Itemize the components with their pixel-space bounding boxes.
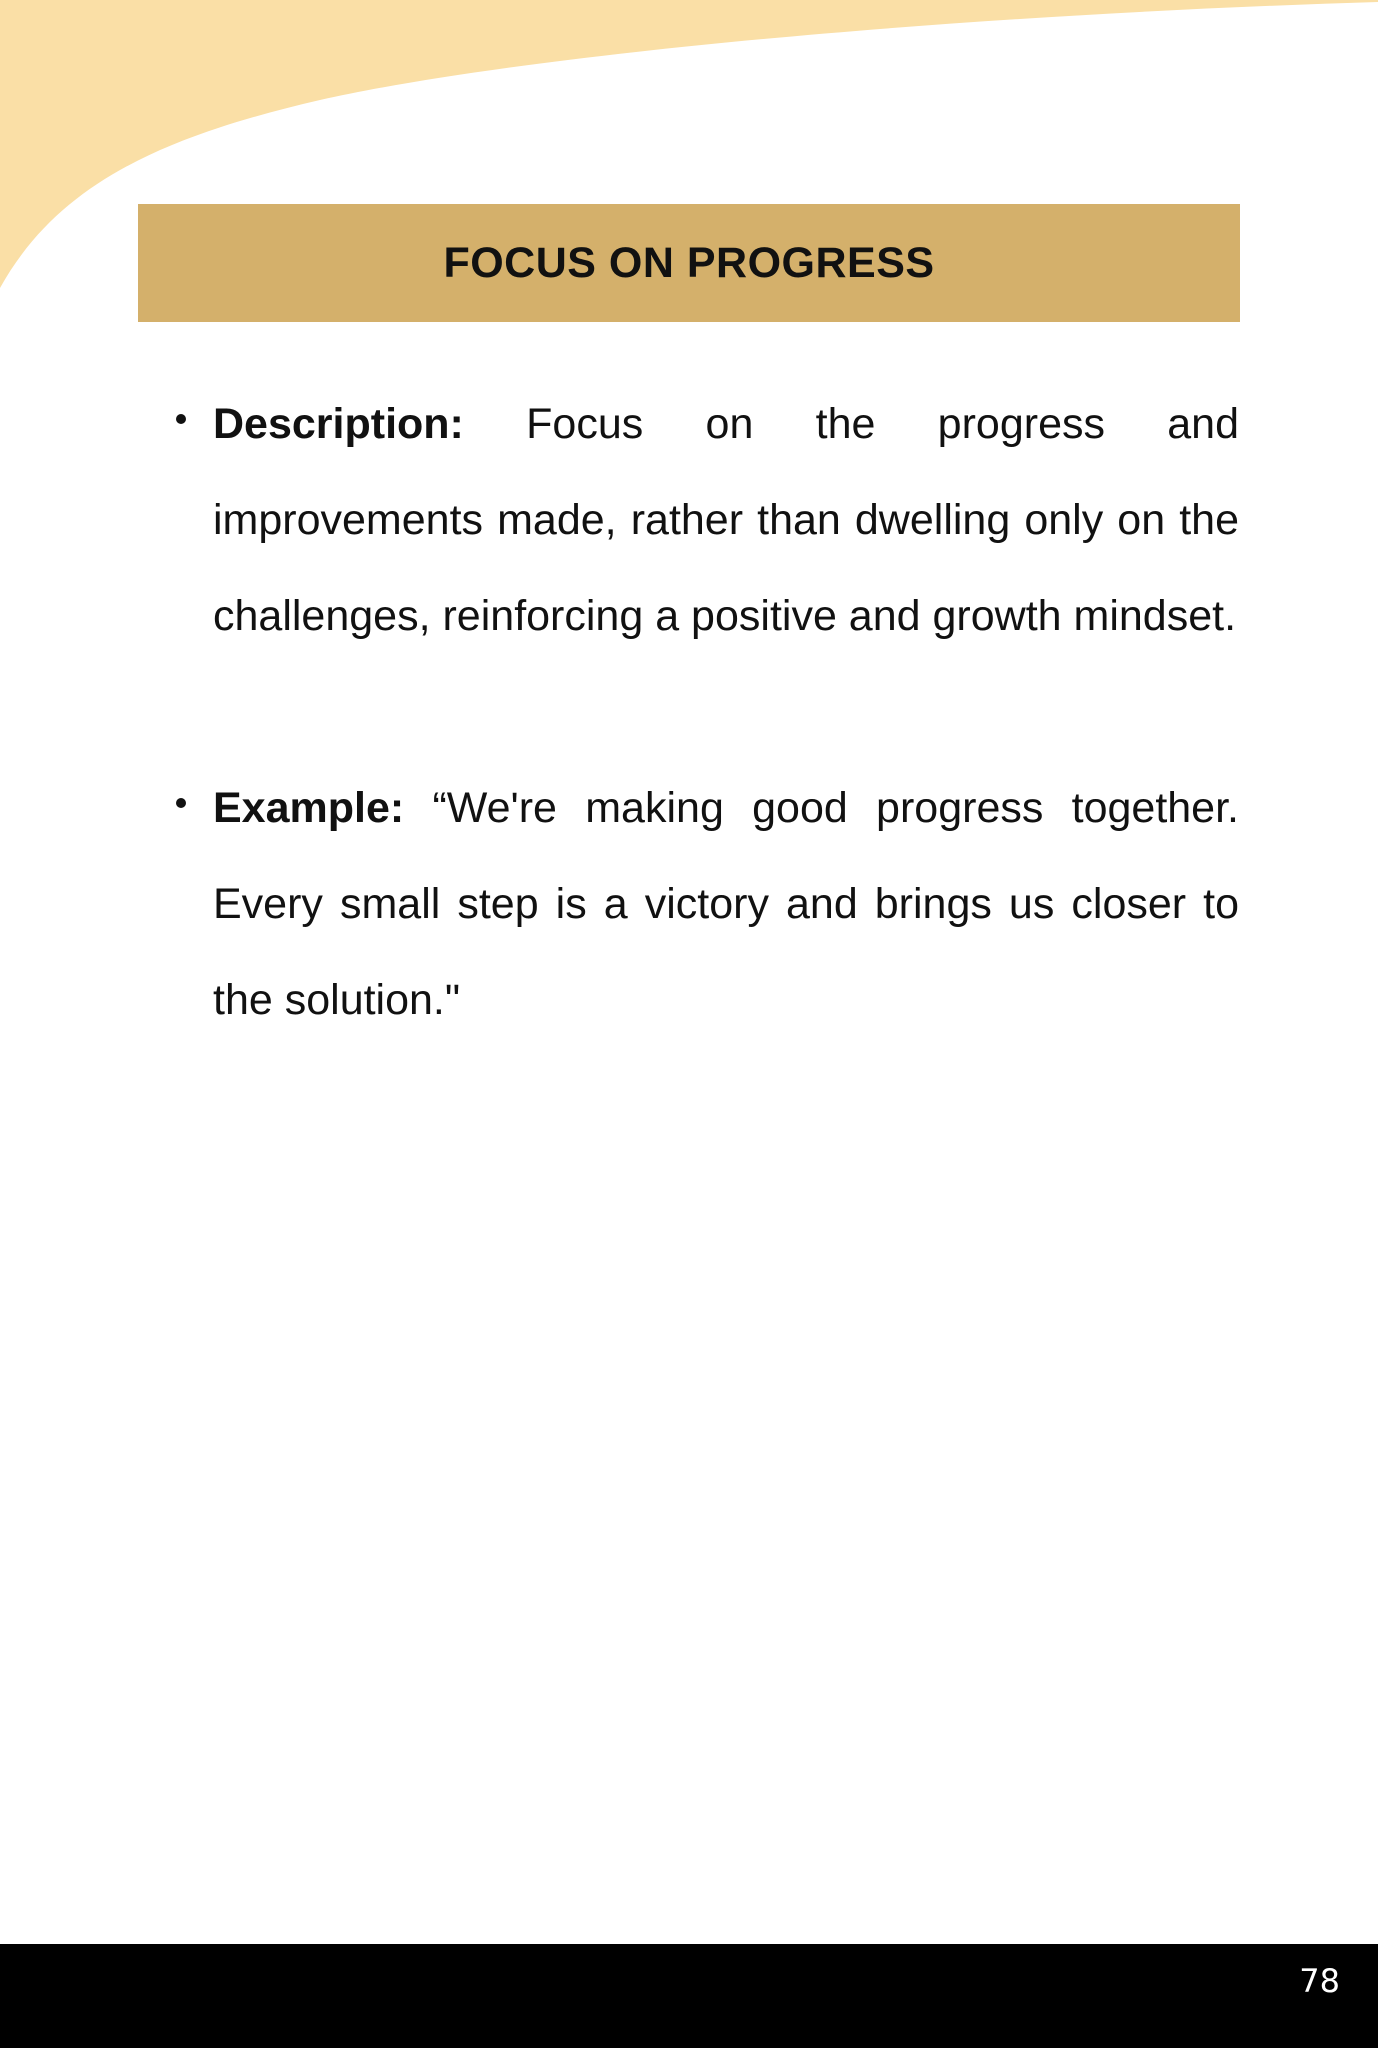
bullet-item-example [213,760,1239,1048]
page-title: FOCUS ON PROGRESS [443,238,935,287]
bullet-dot-icon [176,414,186,424]
bullet-text: “We're making good progress together. Every small step is a victory and brings us closer to the solution." [213,784,1239,1024]
bullet-list [0,376,1378,1048]
bullet-item-description [213,376,1239,664]
bullet-dot-icon [176,798,186,808]
bullet-label: Example: [213,784,405,832]
bullet-label: Description: [213,400,464,448]
page-number: 78 [1299,1962,1340,2000]
title-banner [138,204,1240,322]
bullet-text: Focus on the progress and improvements made, rather than dwelling only on the challenges, reinforcing a positive and growth mindset. [213,400,1239,640]
footer-bar [0,1944,1378,2048]
